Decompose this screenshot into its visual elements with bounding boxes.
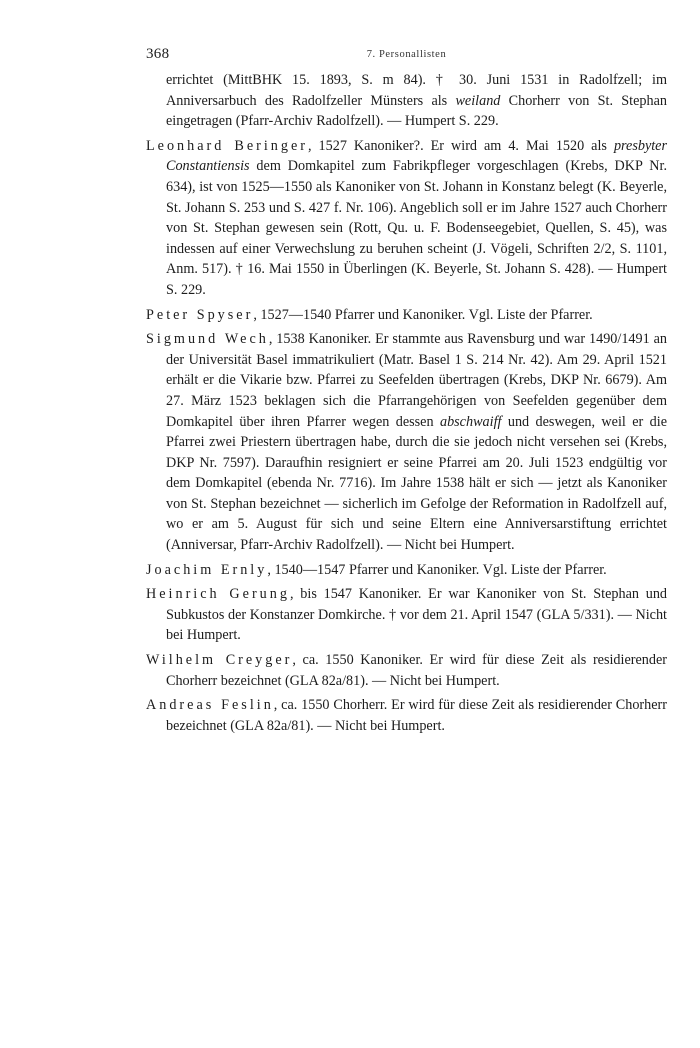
entry-text: , bis 1547 Kanoniker. Er war Kanoniker von St. Stephan und Subkustos der Konstanzer Domkirche. † vor dem 21. April 1547 (GLA 5/331). — Nicht bei Humpert. [166,586,668,644]
person-name: Joachim Ernly [146,561,268,578]
entry-text: , 1527 Kanoniker?. Er wird am 4. Mai 1520 als [308,137,614,154]
person-name: Sigmund Wech [146,331,269,348]
person-name: Heinrich Gerung [146,586,290,603]
entry-text: , ca. 1550 Chorherr. Er wird für diese Zeit als residierender Chorherr bezeichnet (GLA 82a/81). — Nicht bei Humpert. [166,697,667,734]
italic-term: weiland [455,92,501,109]
entry-text: dem Domkapitel zum Fabrikpfleger vorgeschlagen (Krebs, DKP Nr. 634), ist von 1525—1550 als Kanoniker von St. Johann in Konstanz belegt (K. Beyerle, St. Johann S. 253 und S. 427 f. Nr. 106). Angeblich soll er im Jahre 1527 auch Chorherr von St. Stephan gewesen sein (Rott, Qu. u. F. Bodenseegebiet, Quellen, S. 45), was indessen auf einer Verwechslung zu beruhen scheint (J. Vögeli, Schriften 2/2, S. 1101, Anm. 517). † 16. Mai 1550 in Überlingen (K. Beyerle, St. Johann S. 428). — Humpert S. 229. [166,158,667,298]
entry-text: und deswegen, weil er die Pfarrei zwei Priestern übertragen habe, durch die sie jedoch nicht versehen sei (Krebs, DKP Nr. 7597). Daraufhin resigniert er seine Pfarrei am 20. Juli 1523 endgültig vor dem Domkapitel (ebenda Nr. 7716). Im Jahre 1538 hält er sich — jetzt als Kanoniker von St. Stephan bezeichnet — sicherlich im Gefolge der Reformation in Radolfzell auf, wo er am 5. August für sich und seine Eltern eine Anniversarstiftung errichtet (Anniversar, Pfarr-Archiv Radolfzell). — Nicht bei Humpert. [166,413,667,554]
entry-leonhard-beringer [146,136,667,301]
running-head [146,40,667,68]
chapter-title: 7. Personallisten [366,49,447,60]
entry-text: , 1538 Kanoniker. Er stammte aus Ravensburg und war 1490/1491 an der Universität Basel immatrikuliert (Matr. Basel 1 S. 214 Nr. 42). Am 29. April 1521 erhält er die Vikarie bzw. Pfarrei zu Seefelden übertragen (Krebs, DKP Nr. 6679). Am 27. März 1523 beklagen sich die Pfarrangehörigen von Seefelden gegenüber dem Domkapitel über ihren Pfarrer wegen dessen [166,331,667,430]
entry-text: , ca. 1550 Kanoniker. Er wird für diese Zeit als residierender Chorherr bezeichnet (GLA 82a/81). — Nicht bei Humpert. [166,652,667,689]
entry-sigmund-wech [146,329,667,556]
entry-text: , 1540—1547 Pfarrer und Kanoniker. Vgl. Liste der Pfarrer. [267,561,607,578]
entry-text: Chorherr von St. Stephan eingetragen (Pfarr-Archiv Radolfzell). — Humpert S. 229. [166,92,667,130]
entry-joachim-ernly [146,560,667,581]
entry-text: errichtet (MittBHK 15. 1893, S. m 84). † 30. Juni 1531 in Radolfzell; im Anniversarbuch des Radolfzeller Münsters als [166,72,667,109]
entry-continuation [146,70,667,132]
book-page [146,40,667,740]
entry-text: , 1527—1540 Pfarrer und Kanoniker. Vgl. Liste der Pfarrer. [253,306,593,323]
person-name: Leonhard Beringer [146,137,308,154]
entry-peter-spyser [146,305,667,326]
entry-andreas-feslin [146,695,667,736]
italic-term: abschwaiff [439,413,502,430]
personnel-list [146,70,667,736]
page-number: 368 [146,46,170,62]
person-name: Andreas Feslin [146,697,274,714]
person-name: Wilhelm Creyger [146,652,293,669]
italic-term: presbyter Constantiensis [166,137,667,175]
entry-heinrich-gerung [146,584,667,646]
entry-wilhelm-creyger [146,650,667,691]
person-name: Peter Spyser [146,306,254,323]
